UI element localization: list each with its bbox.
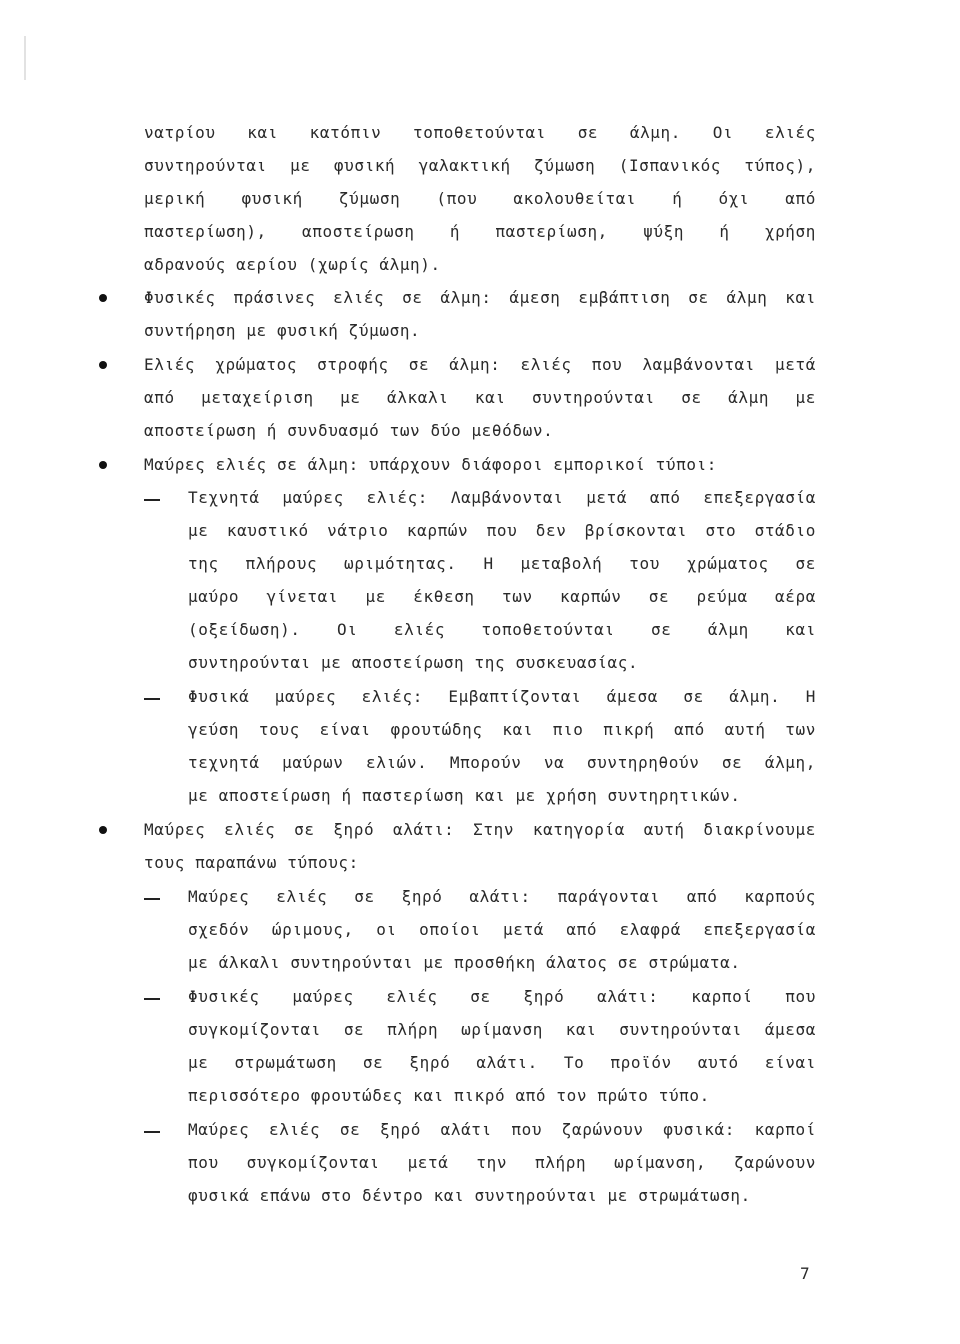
- subitem-text-line: με καυστικό νάτριο καρπών που δεν βρίσκονται στο στάδιο: [188, 521, 816, 540]
- page-number: 7: [800, 1264, 810, 1283]
- subitem-text-line: με αποστείρωση ή παστερίωση και με χρήση συντηρητικών.: [188, 786, 741, 805]
- dash-icon: [144, 998, 160, 1000]
- subitem-text-line: (οξείδωση). Οι ελιές τοποθετούνται σε άλμη και: [188, 620, 816, 639]
- bullet-icon: [99, 361, 107, 369]
- text-line: αδρανούς αερίου (χωρίς άλμη).: [144, 255, 441, 274]
- subitem-text-line: της πλήρους ωριμότητας. Η μεταβολή του χρώματος σε: [188, 554, 816, 573]
- bullet-text-line: Μαύρες ελιές σε άλμη: υπάρχουν διάφοροι εμπορικοί τύποι:: [144, 455, 718, 474]
- text-line: συντηρούνται με φυσική γαλακτική ζύμωση (Ισπανικός τύπος),: [144, 156, 816, 175]
- subitem-text-line: που συγκομίζονται μετά την πλήρη ωρίμανση, ζαρώνουν: [188, 1153, 816, 1172]
- subitem-text-line: τεχνητά μαύρων ελιών. Μπορούν να συντηρηθούν σε άλμη,: [188, 753, 816, 772]
- subitem-text-line: Φυσικές μαύρες ελιές σε ξηρό αλάτι: καρποί που: [188, 987, 816, 1006]
- subitem-text-line: συντηρούνται με αποστείρωση της συσκευασίας.: [188, 653, 639, 672]
- subitem-text-line: Μαύρες ελιές σε ξηρό αλάτι: παράγονται από καρπούς: [188, 887, 816, 906]
- subitem-text-line: με άλκαλι συντηρούνται με προσθήκη άλατος σε στρώματα.: [188, 953, 741, 972]
- bullet-icon: [99, 461, 107, 469]
- bullet-text-line: συντήρηση με φυσική ζύμωση.: [144, 321, 421, 340]
- text-line: μερική φυσική ζύμωση (που ακολουθείται ή όχι από: [144, 189, 816, 208]
- bullet-text-line: Ελιές χρώματος στροφής σε άλμη: ελιές που λαμβάνονται μετά: [144, 355, 816, 374]
- bullet-text-line: από μεταχείριση με άλκαλι και συντηρούνται σε άλμη με: [144, 388, 816, 407]
- subitem-text-line: Μαύρες ελιές σε ξηρό αλάτι που ζαρώνουν φυσικά: καρποί: [188, 1120, 816, 1139]
- bullet-text-line: αποστείρωση ή συνδυασμό των δύο μεθόδων.: [144, 421, 554, 440]
- subitem-text-line: σχεδόν ώριμους, οι οποίοι μετά από ελαφρά επεξεργασία: [188, 920, 816, 939]
- dash-icon: [144, 898, 160, 900]
- bullet-text-line: Φυσικές πράσινες ελιές σε άλμη: άμεση εμβάπτιση σε άλμη και: [144, 288, 816, 307]
- scan-margin-mark: [24, 36, 26, 80]
- text-line: παστερίωση), αποστείρωση ή παστερίωση, ψύξη ή χρήση: [144, 222, 816, 241]
- subitem-text-line: φυσικά επάνω στο δέντρο και συντηρούνται με στρωμάτωση.: [188, 1186, 751, 1205]
- bullet-icon: [99, 826, 107, 834]
- subitem-text-line: Τεχνητά μαύρες ελιές: Λαμβάνονται μετά από επεξεργασία: [188, 488, 816, 507]
- dash-icon: [144, 1131, 160, 1133]
- dash-icon: [144, 698, 160, 700]
- subitem-text-line: συγκομίζονται σε πλήρη ωρίμανση και συντηρούνται άμεσα: [188, 1020, 816, 1039]
- subitem-text-line: Φυσικά μαύρες ελιές: Εμβαπτίζονται άμεσα σε άλμη. Η: [188, 687, 816, 706]
- subitem-text-line: με στρωμάτωση σε ξηρό αλάτι. Το προϊόν αυτό είναι: [188, 1053, 816, 1072]
- bullet-icon: [99, 294, 107, 302]
- subitem-text-line: περισσότερο φρουτώδες και πικρό από τον πρώτο τύπο.: [188, 1086, 710, 1105]
- bullet-text-line: τους παραπάνω τύπους:: [144, 853, 359, 872]
- subitem-text-line: γεύση τους είναι φρουτώδης και πιο πικρή από αυτή των: [188, 720, 816, 739]
- text-line: νατρίου και κατόπιν τοποθετούνται σε άλμη. Οι ελιές: [144, 123, 816, 142]
- dash-icon: [144, 499, 160, 501]
- bullet-text-line: Μαύρες ελιές σε ξηρό αλάτι: Στην κατηγορία αυτή διακρίνουμε: [144, 820, 816, 839]
- subitem-text-line: μαύρο γίνεται με έκθεση των καρπών σε ρεύμα αέρα: [188, 587, 816, 606]
